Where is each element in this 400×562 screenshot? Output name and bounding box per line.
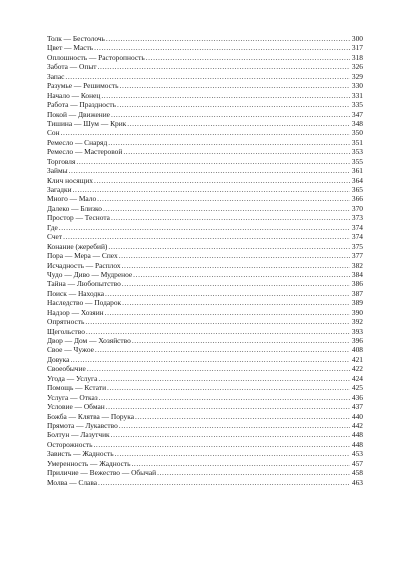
toc-entry-title: Осторожность	[47, 439, 93, 449]
toc-entry	[47, 81, 363, 90]
toc-entry-page-number: 448	[351, 430, 363, 440]
toc-entry-title: Начало — Конец	[47, 90, 101, 100]
toc-entry	[47, 421, 363, 430]
toc-entry-page-number: 355	[351, 156, 363, 166]
dot-leader	[132, 336, 350, 345]
toc-entry-title: Божба — Клятва — Порука	[47, 411, 134, 421]
toc-entry	[47, 364, 363, 373]
toc-entry	[47, 317, 363, 326]
toc-entry-page-number: 440	[351, 411, 363, 421]
toc-entry-title: Конание (жеребий)	[47, 241, 108, 251]
toc-entry-page-number: 331	[351, 90, 363, 100]
toc-entry-page-number: 396	[351, 336, 363, 345]
toc-entry-page-number: 350	[351, 128, 363, 138]
dot-leader	[94, 43, 350, 52]
dot-leader	[108, 242, 350, 251]
dot-leader	[73, 185, 350, 194]
toc-entry-page-number: 317	[351, 43, 363, 53]
toc-entry-title: Чудо — Диво — Мудреное	[47, 269, 133, 279]
dot-leader	[85, 317, 350, 326]
toc-entry-title: Условие — Обман	[47, 402, 105, 412]
toc-entry	[47, 449, 363, 458]
toc-entry-page-number: 335	[351, 100, 363, 110]
toc-entry-title: Помощь — Кстати	[47, 383, 107, 393]
toc-entry-title: Сон	[47, 128, 60, 138]
toc-entry-page-number: 463	[351, 477, 363, 487]
toc-entry-title: Наследство — Подарок	[47, 298, 122, 308]
toc-entry	[47, 166, 363, 175]
toc-entry	[47, 119, 363, 128]
toc-entry	[47, 393, 363, 402]
toc-entry-title: Свое — Чужое	[47, 345, 94, 355]
dot-leader	[65, 72, 350, 81]
dot-leader	[119, 251, 350, 260]
toc-entry-title: Щегольство	[47, 326, 85, 336]
toc-entry-page-number: 377	[351, 251, 363, 261]
dot-leader	[133, 270, 350, 279]
toc-entry-page-number: 386	[351, 279, 363, 289]
toc-entry	[47, 157, 363, 166]
dot-leader	[106, 34, 350, 43]
toc-entry-title: Приличие — Вежество — Обычай	[47, 468, 157, 478]
toc-entry	[47, 298, 363, 307]
toc-entry-page-number: 348	[351, 118, 363, 128]
toc-entry-page-number: 353	[351, 147, 363, 157]
dot-leader	[86, 327, 350, 336]
dot-leader	[123, 147, 350, 156]
dot-leader	[157, 468, 350, 477]
dot-leader	[135, 412, 350, 421]
toc-entry-title: Загадки	[47, 185, 72, 194]
toc-entry-title: Умеренность — Жадность	[47, 458, 131, 468]
toc-entry	[47, 327, 363, 336]
toc-entry	[47, 110, 363, 119]
toc-entry-page-number: 318	[351, 52, 363, 62]
toc-entry	[47, 223, 363, 232]
dot-leader	[63, 232, 350, 241]
toc-entry-title: Двор — Дом — Хозяйство	[47, 336, 131, 345]
toc-entry-page-number: 365	[351, 185, 363, 194]
toc-entry-page-number: 458	[351, 468, 363, 478]
dot-leader	[127, 119, 350, 128]
toc-entry-page-number: 436	[351, 392, 363, 402]
toc-entry-title: Зависть — Жадность	[47, 449, 114, 459]
dot-leader	[61, 128, 350, 137]
toc-entry-page-number: 442	[351, 420, 363, 430]
dot-leader	[101, 91, 350, 100]
toc-entry-title: Ремесло — Мастеровой	[47, 147, 123, 157]
toc-entry-title: Цвет — Масть	[47, 43, 94, 53]
toc-entry-title: Разумье — Решимость	[47, 81, 119, 91]
toc-entry-page-number: 366	[351, 194, 363, 204]
toc-entry-title: Счет	[47, 232, 63, 242]
toc-entry-page-number: 421	[351, 354, 363, 364]
toc-entry	[47, 430, 363, 439]
toc-entry-page-number: 457	[351, 458, 363, 468]
toc-entry-page-number: 300	[351, 34, 363, 43]
dot-leader	[119, 421, 350, 430]
toc-entry	[47, 100, 363, 109]
toc-entry	[47, 213, 363, 222]
toc-entry-title: Угода — Услуга	[47, 373, 98, 383]
toc-entry	[47, 185, 363, 194]
toc-entry-title: Далеко — Близко	[47, 203, 102, 213]
toc-entry-title: Тайна — Любопытство	[47, 279, 121, 289]
toc-entry	[47, 147, 363, 156]
toc-entry-title: Прямота — Лукавство	[47, 420, 118, 430]
toc-entry-page-number: 374	[351, 232, 363, 242]
dot-leader	[115, 449, 350, 458]
toc-entry-page-number: 370	[351, 203, 363, 213]
toc-entry	[47, 374, 363, 383]
toc-entry-page-number: 374	[351, 222, 363, 232]
toc-entry-title: Исчадность — Расплох	[47, 260, 121, 270]
toc-entry-title: Услуга — Отказ	[47, 392, 98, 402]
dot-leader	[95, 345, 350, 354]
dot-leader	[106, 402, 350, 411]
toc-entry	[47, 383, 363, 392]
dot-leader	[111, 430, 350, 439]
toc-entry-title: Тишина — Шум — Крик	[47, 118, 127, 128]
toc-entry	[47, 412, 363, 421]
dot-leader	[93, 440, 350, 449]
toc-entry	[47, 194, 363, 203]
toc-entry-page-number: 361	[351, 166, 363, 176]
toc-entry	[47, 232, 363, 241]
toc-entry-page-number: 437	[351, 402, 363, 412]
toc-entry	[47, 459, 363, 468]
toc-entry-title: Работа — Праздность	[47, 100, 117, 110]
dot-leader	[117, 100, 350, 109]
dot-leader	[94, 176, 350, 185]
toc-entry-title: Ремесло — Снаряд	[47, 137, 108, 147]
toc-entry-title: Где	[47, 222, 58, 232]
toc-entry	[47, 53, 363, 62]
toc-entry	[47, 279, 363, 288]
toc-entry	[47, 270, 363, 279]
toc-entry	[47, 336, 363, 345]
dot-leader	[87, 364, 350, 373]
dot-leader	[105, 289, 350, 298]
toc-entry-page-number: 453	[351, 449, 363, 459]
toc-entry-title: Опрятность	[47, 317, 85, 327]
dot-leader	[146, 53, 350, 62]
toc-entry-title: Болтун — Лазутчик	[47, 430, 110, 440]
toc-entry-page-number: 425	[351, 383, 363, 393]
toc-entry	[47, 308, 363, 317]
toc-entry	[47, 138, 363, 147]
dot-leader	[111, 110, 350, 119]
dot-leader	[99, 393, 350, 402]
toc-entry	[47, 91, 363, 100]
toc-entry	[47, 289, 363, 298]
toc-entry	[47, 402, 363, 411]
table-of-contents	[47, 34, 363, 487]
toc-entry	[47, 251, 363, 260]
dot-leader	[122, 298, 350, 307]
dot-leader	[69, 166, 350, 175]
dot-leader	[98, 478, 350, 487]
toc-entry-title: Займы	[47, 166, 68, 176]
toc-entry-title: Запас	[47, 71, 65, 81]
toc-entry-page-number: 375	[351, 241, 363, 251]
toc-entry-page-number: 382	[351, 260, 363, 270]
dot-leader	[59, 223, 350, 232]
toc-entry	[47, 242, 363, 251]
dot-leader	[76, 157, 350, 166]
dot-leader	[131, 459, 350, 468]
toc-entry	[47, 72, 363, 81]
dot-leader	[122, 261, 350, 270]
toc-entry-title: Молва — Слава	[47, 477, 98, 487]
toc-entry	[47, 261, 363, 270]
toc-entry-title: Своеобычие	[47, 364, 86, 374]
dot-leader	[70, 355, 350, 364]
toc-entry-page-number: 347	[351, 109, 363, 119]
dot-leader	[103, 204, 350, 213]
dot-leader	[98, 374, 350, 383]
dot-leader	[97, 194, 350, 203]
toc-entry-title: Поиск — Находка	[47, 288, 104, 298]
toc-entry-page-number: 364	[351, 175, 363, 185]
toc-entry-page-number: 448	[351, 439, 363, 449]
toc-entry-page-number: 351	[351, 137, 363, 147]
toc-entry-title: Толк — Бестолочь	[47, 34, 105, 43]
toc-entry-page-number: 408	[351, 345, 363, 355]
toc-entry	[47, 345, 363, 354]
dot-leader	[111, 213, 350, 222]
toc-entry-page-number: 326	[351, 62, 363, 72]
toc-entry-page-number: 422	[351, 364, 363, 374]
toc-entry-title: Забота — Опыт	[47, 62, 97, 72]
toc-entry	[47, 34, 363, 43]
toc-entry-title: Торговля	[47, 156, 76, 166]
toc-entry-title: Оплошность — Расторопность	[47, 52, 145, 62]
toc-entry-page-number: 389	[351, 298, 363, 308]
toc-entry	[47, 62, 363, 71]
toc-entry-title: Довука	[47, 354, 70, 364]
toc-entry-page-number: 393	[351, 326, 363, 336]
dot-leader	[108, 138, 350, 147]
toc-entry	[47, 440, 363, 449]
toc-entry	[47, 176, 363, 185]
toc-entry	[47, 478, 363, 487]
toc-entry-page-number: 424	[351, 373, 363, 383]
dot-leader	[98, 62, 350, 71]
toc-entry-title: Простор — Теснота	[47, 213, 110, 223]
toc-entry-title: Покой — Движение	[47, 109, 110, 119]
toc-entry	[47, 43, 363, 52]
toc-entry	[47, 204, 363, 213]
toc-entry	[47, 128, 363, 137]
toc-entry-page-number: 384	[351, 269, 363, 279]
dot-leader	[122, 279, 350, 288]
dot-leader	[105, 308, 350, 317]
toc-entry	[47, 355, 363, 364]
toc-entry-title: Много — Мало	[47, 194, 97, 204]
toc-entry-page-number: 329	[351, 71, 363, 81]
toc-entry-title: Пора — Мера — Спех	[47, 251, 118, 261]
toc-entry-page-number: 373	[351, 213, 363, 223]
toc-entry-page-number: 330	[351, 81, 363, 91]
toc-entry-page-number: 387	[351, 288, 363, 298]
toc-entry	[47, 468, 363, 477]
toc-entry-page-number: 392	[351, 317, 363, 327]
toc-entry-page-number: 390	[351, 307, 363, 317]
toc-entry-title: Клич носящих	[47, 175, 93, 185]
toc-entry-title: Надзор — Хозяин	[47, 307, 104, 317]
dot-leader	[107, 383, 350, 392]
dot-leader	[120, 81, 350, 90]
